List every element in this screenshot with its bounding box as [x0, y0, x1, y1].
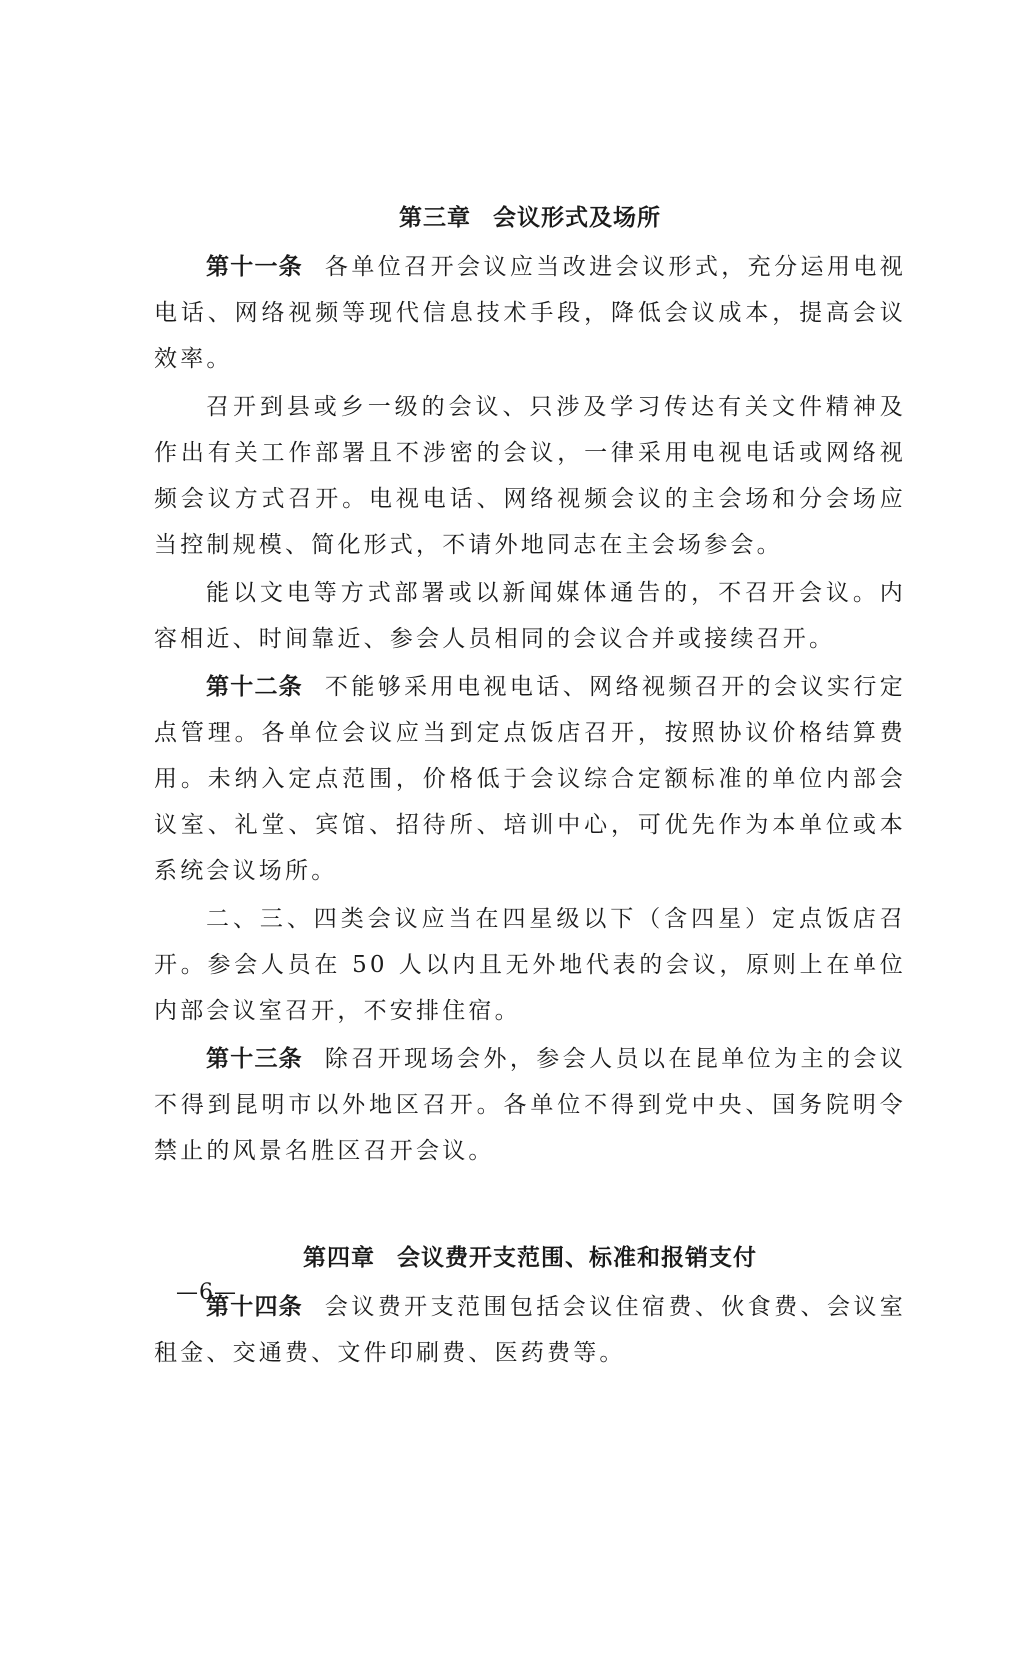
article-12-paragraph-2: 二、三、四类会议应当在四星级以下（含四星）定点饭店召开。参会人员在 50 人以内且无外地代表的会议，原则上在单位内部会议室召开，不安排住宿。 [154, 906, 906, 1024]
article-13-number: 第十三条 [206, 1046, 303, 1072]
article-11-text: 各单位召开会议应当改进会议形式，充分运用电视电话、网络视频等现代信息技术手段，降低会议成本，提高会议效率。 [154, 254, 907, 372]
article-11-paragraph [154, 244, 906, 382]
article-11-paragraph-3: 能以文电等方式部署或以新闻媒体通告的，不召开会议。内容相近、时间靠近、参会人员相同的会议合并或接续召开。 [154, 580, 906, 652]
chapter-4-title: 会议费开支范围、标准和报销支付 [397, 1245, 757, 1271]
article-12-number: 第十二条 [206, 674, 303, 700]
article-13-text: 除召开现场会外，参会人员以在昆单位为主的会议不得到昆明市以外地区召开。各单位不得到党中央、国务院明令禁止的风景名胜区召开会议。 [154, 1046, 907, 1164]
article-12-text: 不能够采用电视电话、网络视频召开的会议实行定点管理。各单位会议应当到定点饭店召开，按照协议价格结算费用。未纳入定点范围，价格低于会议综合定额标准的单位内部会议室、礼堂、宾馆、招待所、培训中心，可优先作为本单位或本系统会议场所。 [154, 674, 907, 884]
page-content [154, 198, 906, 1378]
article-12-paragraph [154, 664, 906, 894]
article-13-paragraph [154, 1036, 906, 1174]
chapter-3-heading [154, 198, 906, 238]
chapter-4-number: 第四章 [303, 1245, 375, 1271]
chapter-3-number: 第三章 [399, 205, 471, 231]
chapter-4-heading [154, 1238, 906, 1278]
chapter-3-title: 会议形式及场所 [493, 205, 661, 231]
page-number: —6— [176, 1280, 237, 1305]
article-11-number: 第十一条 [206, 254, 303, 280]
article-14-number: 第十四条 [206, 1294, 303, 1320]
article-14-paragraph [154, 1284, 906, 1376]
article-14-text: 会议费开支范围包括会议住宿费、伙食费、会议室租金、交通费、文件印刷费、医药费等。 [154, 1294, 907, 1366]
article-11-paragraph-2: 召开到县或乡一级的会议、只涉及学习传达有关文件精神及作出有关工作部署且不涉密的会议，一律采用电视电话或网络视频会议方式召开。电视电话、网络视频会议的主会场和分会场应当控制规模、简化形式，不请外地同志在主会场参会。 [154, 394, 906, 558]
